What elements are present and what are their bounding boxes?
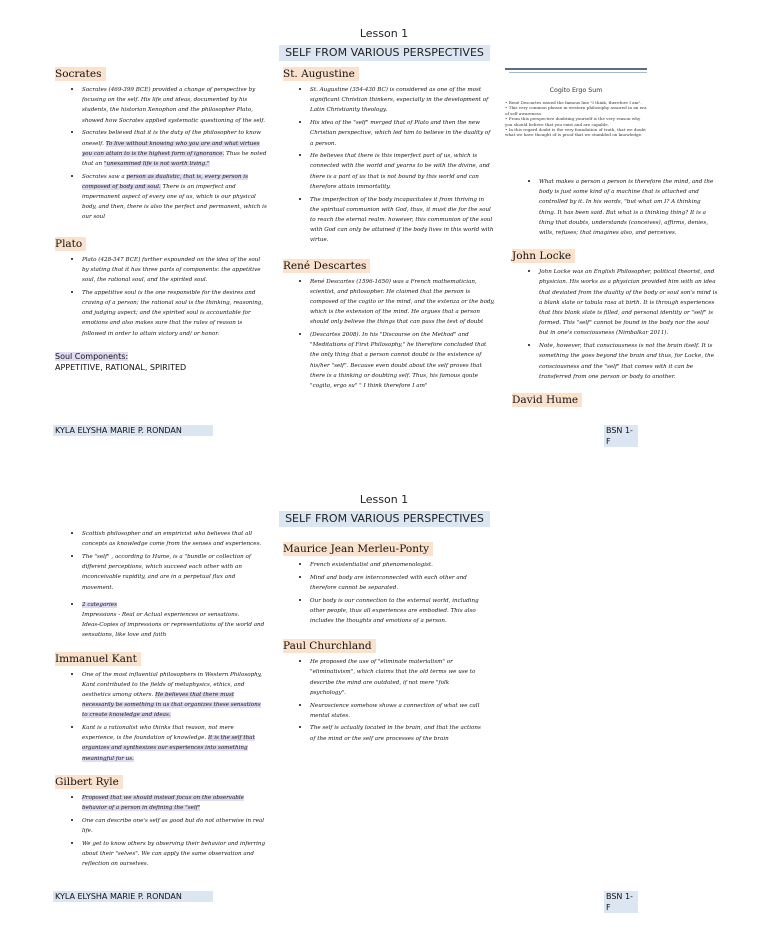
lesson-label: Lesson 1 — [359, 493, 409, 506]
heading-merleau-ponty: Maurice Jean Merleu-Ponty — [283, 542, 433, 556]
text: One of the most influential philosophers in Western Philosophy, Kant contributed to the fields of metaphysics, ethics, and aesthetics among others. — [82, 671, 262, 698]
main-title: SELF FROM VARIOUS PERSPECTIVES — [279, 45, 490, 61]
list-item: • The "self" , according to Hume, is a "bundle or collection of different perceptions, which succeed each other with an inconceivable rapidity, and are in a perpetual flux and movement. — [82, 551, 267, 593]
list-item: • French existentialist and phenomenologist. — [310, 559, 483, 570]
list-item: • John Locke was an English Philosopher, political theorist, and physician. His works as a physician provided him with an idea that deviated from the duality of the body or soul son's mind is a blank slate or tabula rasa at birth. It is through experiences that this blank slate is filled, and personal identity or "self" is formed. This "self" cannot be found in the body nor the soul but in one's consciousness (Nimbalkar 2011). — [539, 266, 718, 338]
heading-augustine: St. Augustine — [283, 67, 359, 81]
list-item: • We get to know others by observing their behavior and inferring about their "selves". We can apply the same observation and reflection on ourselves. — [82, 838, 267, 870]
text: Socrates saw a — [82, 173, 127, 180]
text: René Descartes issued the famous line "I think, therefore I am". — [508, 100, 642, 105]
kant-list — [55, 669, 267, 764]
main-title: SELF FROM VARIOUS PERSPECTIVES — [279, 511, 490, 527]
list-item: • Neuroscience somehow shows a connection of what we call mental states. — [310, 700, 483, 721]
highlight: Proposed that we should instead focus on the observable behavior of a person in defining the "self" — [82, 794, 244, 812]
column-2 — [283, 62, 495, 397]
categories-list — [55, 599, 267, 641]
list-item — [82, 127, 267, 169]
augustine-list — [283, 84, 495, 246]
list-item: • Scottish philosopher and an empiricist who believes that all concepts as knowledge come from the senses and experiences. — [82, 528, 267, 549]
descartes-list — [283, 276, 495, 392]
heading-churchland: Paul Churchland — [283, 639, 376, 653]
soul-components-value: APPETITIVE, RATIONAL, SPIRITED — [55, 362, 187, 372]
highlight: "unexamined life is not worth living." — [103, 160, 210, 167]
list-item — [82, 171, 267, 223]
slide-bar — [505, 68, 647, 70]
text: There is an imperfect and impermanent aspect of every one of us, which is our physical body, and then, there is also the perfect and permanent, which is our soul — [82, 183, 267, 221]
highlight: To live without knowing who you are and what virtues you can attain to is the highest form of ignorance. — [82, 140, 260, 157]
list-item: • From this perspective doubting yourself is the very reason why you should believe that you exist and are capable. — [505, 116, 641, 127]
list-item: • Socrates (469-399 BCE) provided a change of perspective by focusing on the self. His life and ideas, documented by his students, the historian Xenophon and the philosopher Plato, showed how Socrates applied systematic questioning of the self. — [82, 84, 267, 126]
list-item: • His idea of the "self" merged that of Plato and then the new Christian perspective, which led him to believe in the duality of a person. — [310, 117, 495, 149]
list-item: • What makes a person a person is therefore the mind, and the body is just some kind of a machine that is attached and controlled by it. In his words, "but what am I? A thinking thing. It has been said. But what is a thinking thing? It is a thing that doubts, understands (conceives), affirms, denies, wills, refuses; that imagines also, and perceives. — [539, 176, 718, 238]
list-item: • The self is actually located in the brain, and that the actions of the mind or the self are processes of the brain — [310, 722, 483, 743]
list-item — [82, 792, 267, 813]
list-item: • St. Augustine (354-430 BC) is considered as one of the most significant Christian thinkers, especially in the development of Latin Christianity theology. — [310, 84, 495, 116]
heading-hume: David Hume — [512, 393, 582, 407]
hume-list — [55, 528, 267, 593]
list-item: • (Descartes 2008). In his "Discourse on the Method" and "Meditations of First Philosophy," he therefore concluded that the only thing that a person cannot doubt is the existence of his/her "self". Because even doubt about the self proves that there is a thinking or doubting self. Thus, his famous qoute "cogito, ergo su" " I think therefore I am" — [310, 329, 495, 391]
soul-components — [55, 351, 267, 362]
heading-locke: John Locke — [512, 249, 575, 263]
list-item: • René Descartes (1596-1650) was a French mathematician, scientist, and philosopher. He claimed that the person is composed of the cogito or the mind, and the extenza or the body, which is the extension of the mind. He argues that a person should only believe the things that can pass the test of doubt — [310, 276, 495, 328]
list-item: • One can describe one's self as good but do not otherwise in real life. — [82, 815, 267, 836]
column-3 — [512, 176, 718, 410]
list-item: • He proposed the use of "eliminate materialism" or "eliminativism", which claims that the old terms we use to describe the mind are outdated, if not mere "folk psychology". — [310, 656, 483, 698]
cogito-slide-image — [505, 68, 647, 165]
text: From this perspective doubting yourself is the very reason why you should believe that you exist and are capable. — [505, 116, 641, 127]
text: Thus he noted that an — [82, 150, 267, 167]
footer-section: BSN 1-F — [604, 425, 638, 447]
ryle-list — [55, 792, 267, 869]
list-item — [82, 599, 267, 641]
list-item: • The appetitive soul is the one responsible for the desires and craving of a person; the rational soul is the thinking, reasoning, and judging aspect; and the spirited soul is accountable for emotions and also makes sure that the rules of reason is followed in order to attain victory and/ or honor. — [82, 287, 267, 339]
list-item: • Our body is our connection to the external world, including other people, thus all experiences are embodied. This also includes the thoughts and emotions of a person. — [310, 595, 483, 627]
highlight: person as dualistic, that is, every person is composed of body and soul. — [82, 173, 248, 190]
footer-name: KYLA ELYSHA MARIE P. RONDAN — [53, 891, 213, 902]
highlight: It is the self that organizes and synthesizes our experiences into something meaningful for us. — [82, 735, 255, 762]
slide-bar — [509, 72, 647, 73]
column-1 — [55, 528, 267, 875]
heading-descartes: René Descartes — [283, 259, 370, 273]
list-item — [82, 669, 267, 721]
plato-list — [55, 254, 267, 339]
heading-ryle: Gilbert Ryle — [55, 775, 123, 789]
text: Socrates believed that it is the duty of the philosopher to know oneself. — [82, 130, 261, 147]
text: This very common phrase in western philosophy assured in an era of self awareness. — [505, 105, 647, 116]
socrates-list — [55, 84, 267, 223]
text: In this regard doubt is the very foundation of truth, that we doubt what we have thought of is proof that we stumbled on knowledge. — [505, 127, 646, 138]
list-item: • Note, however, that consciousness is not the brain itself. It is something the goes beyond the brain and thus, for Locke, the consciousness and the "self" that comes with it can be transferred from one person or body to another. — [539, 340, 718, 382]
list-item: • The imperfection of the body incapacitates it from thriving in the spiritual communion with God, thus, it must die for the soul to reach the eternal realm. however, this communion of the soul with God can only be attained if the body lives in this world with virtue. — [310, 194, 495, 246]
column-1 — [55, 62, 267, 373]
categories-title: 2 categories — [82, 601, 117, 608]
merleau-list — [283, 559, 483, 626]
footer-section: BSN 1-F — [604, 891, 638, 913]
list-item — [82, 722, 267, 764]
soul-components-label: Soul Components: — [55, 351, 129, 361]
lesson-label: Lesson 1 — [359, 27, 409, 40]
highlight: He believes that there must necessarily be something in us that organizes these sensations to create knowledge and ideas. — [82, 691, 261, 719]
text: Kant is a rationalist who thinks that reason, not mere experience, is the foundation of knowledge. — [82, 725, 234, 742]
locke-list — [512, 266, 718, 382]
list-item: • He believes that there is this imperfect part of us, which is connected with the world and yearns to be with the divine, and there is a part of us that is not bound by this world and can therefore attain immortality. — [310, 150, 495, 192]
list-item: • This very common phrase in western philosophy assured in an era of self awareness. — [505, 105, 647, 116]
churchland-list — [283, 656, 483, 744]
page-2 — [0, 466, 768, 932]
heading-socrates: Socrates — [55, 67, 106, 81]
list-item: • In this regard doubt is the very foundation of truth, that we doubt what we have thought of is proof that we stumbled on knowledge. — [505, 127, 646, 138]
descartes-cont-list — [512, 176, 718, 238]
list-item: • Plato (428-347 BCE) further expounded on the idea of the soul by stating that it has three parts of components: the appetitive soul, the rational soul, and the spirited soul. — [82, 254, 267, 286]
heading-kant: Immanuel Kant — [55, 652, 141, 666]
cogito-list — [505, 100, 647, 138]
footer-name: KYLA ELYSHA MARIE P. RONDAN — [53, 425, 213, 436]
list-item: • Mind and body are interconnected with each other and therefore cannot be separated. — [310, 572, 483, 593]
cogito-title: Cogito Ergo Sum — [549, 87, 603, 94]
heading-plato: Plato — [55, 237, 86, 251]
ideas: Ideas-Copies of impressions or representations of the world and sensations, like love and faith — [82, 622, 265, 639]
list-item: • René Descartes issued the famous line "I think, therefore I am". — [505, 100, 642, 105]
impressions: Impressions - Real or Actual experiences or sensations. — [82, 611, 240, 618]
column-2 — [283, 537, 483, 750]
